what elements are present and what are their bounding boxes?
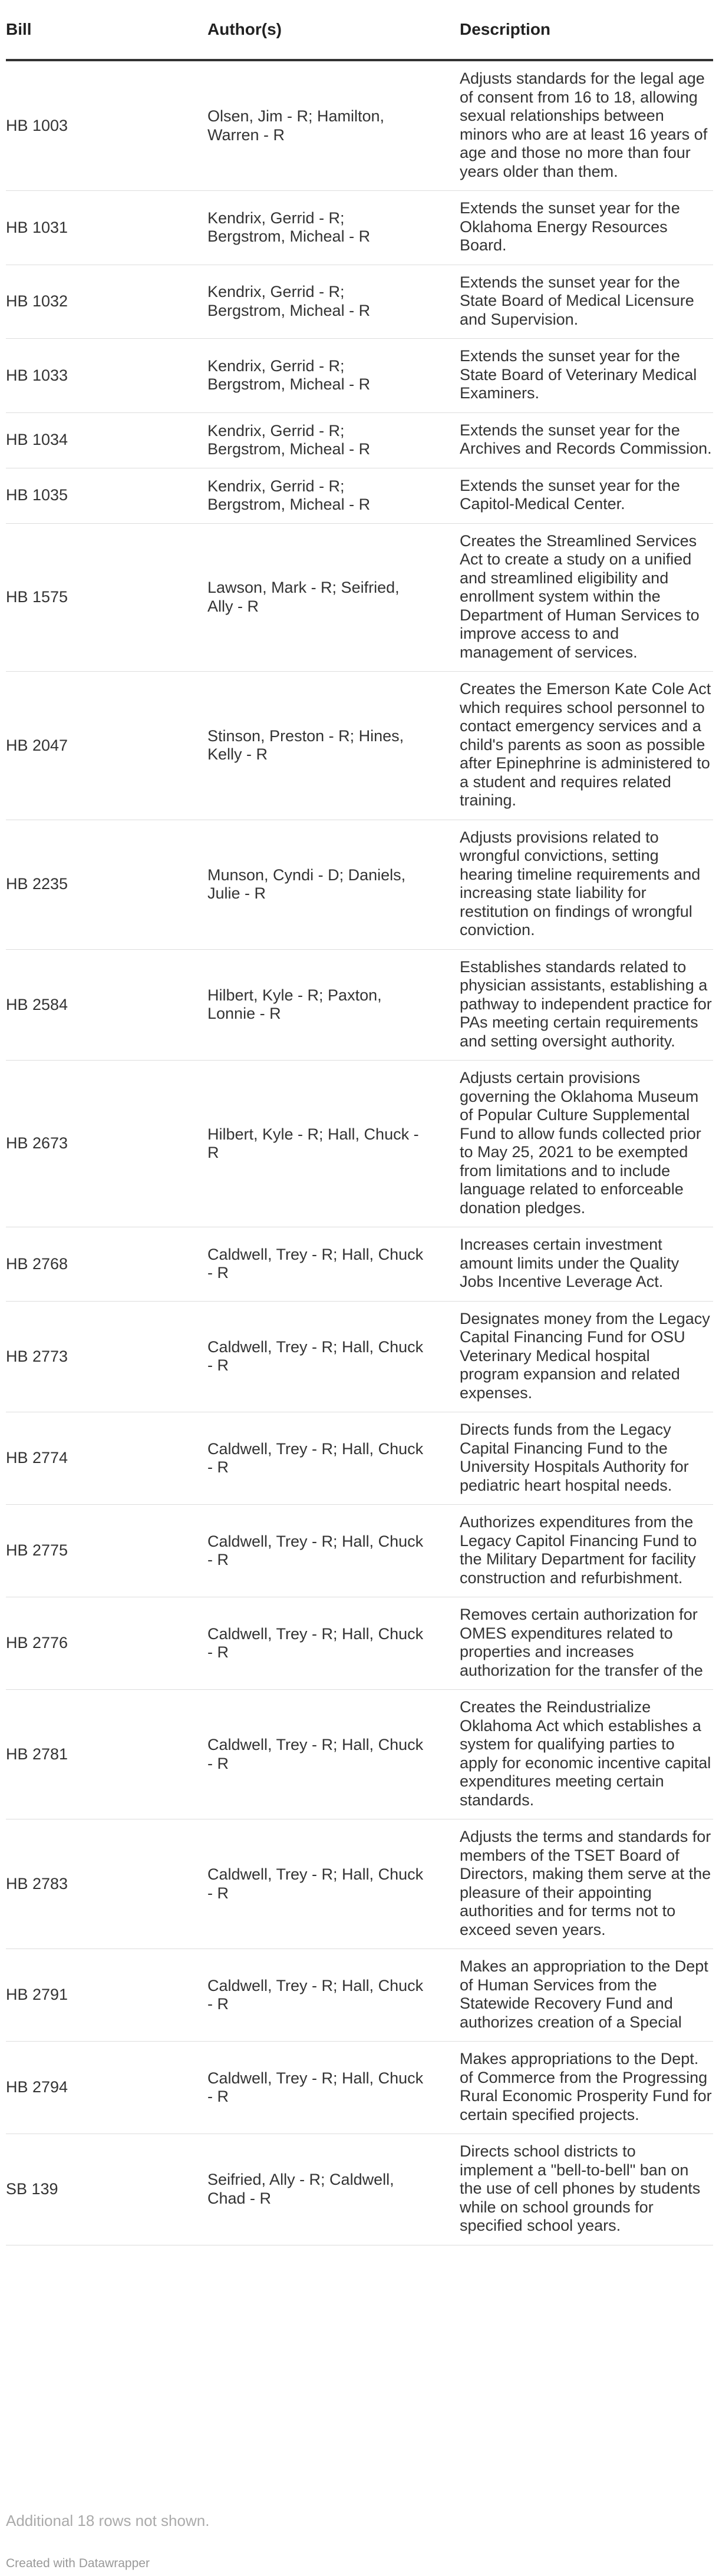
description-cell: Extends the sunset year for the State Board of Medical Licensure and Supervision. [460, 265, 713, 339]
description-cell: Adjusts certain provisions governing the Oklahoma Museum of Popular Culture Supplemental Fund to allow funds collected prior to May 25, 2021 to be exempted from limitations and to include language related to enforceable donation pledges. [460, 1061, 713, 1227]
bills-table-container [6, 0, 713, 2245]
bill-cell: HB 2781 [6, 1690, 207, 1819]
description-cell: Adjusts the terms and standards for members of the TSET Board of Directors, making them serve at the pleasure of their appointing authorities and for terms not to exceed seven years. [460, 1819, 713, 1949]
header-description[interactable]: Description [460, 0, 713, 60]
description-cell: Creates the Streamlined Services Act to create a study on a unified and streamlined eligibility and enrollment system within the Department of Human Services to improve access to and management of services. [460, 523, 713, 672]
table-row [6, 468, 713, 523]
bill-cell: HB 2773 [6, 1301, 207, 1412]
bill-cell: HB 2584 [6, 949, 207, 1061]
authors-cell: Hilbert, Kyle - R; Paxton, Lonnie - R [207, 949, 460, 1061]
authors-cell: Caldwell, Trey - R; Hall, Chuck - R [207, 1819, 460, 1949]
header-row [6, 0, 713, 60]
description-cell: Removes certain authorization for OMES expenditures related to properties and increases authorization for the transfer of the [460, 1597, 713, 1690]
authors-cell: Kendrix, Gerrid - R; Bergstrom, Micheal - R [207, 339, 460, 413]
authors-cell: Seifried, Ally - R; Caldwell, Chad - R [207, 2134, 460, 2245]
table-row [6, 1227, 713, 1302]
authors-cell: Caldwell, Trey - R; Hall, Chuck - R [207, 2042, 460, 2134]
bills-table [6, 0, 713, 2245]
bill-cell: HB 1033 [6, 339, 207, 413]
authors-cell: Munson, Cyndi - D; Daniels, Julie - R [207, 820, 460, 949]
authors-cell: Caldwell, Trey - R; Hall, Chuck - R [207, 1690, 460, 1819]
bill-cell: HB 2776 [6, 1597, 207, 1690]
description-cell: Extends the sunset year for the Archives and Records Commission. [460, 412, 713, 468]
table-row [6, 1061, 713, 1227]
table-row [6, 60, 713, 191]
authors-cell: Kendrix, Gerrid - R; Bergstrom, Micheal - R [207, 412, 460, 468]
table-row [6, 2134, 713, 2245]
table-row [6, 191, 713, 265]
table-row [6, 1412, 713, 1505]
description-cell: Directs funds from the Legacy Capital Financing Fund to the University Hospitals Authority for pediatric heart hospital needs. [460, 1412, 713, 1505]
authors-cell: Kendrix, Gerrid - R; Bergstrom, Micheal - R [207, 468, 460, 523]
authors-cell: Caldwell, Trey - R; Hall, Chuck - R [207, 1227, 460, 1302]
bill-cell: HB 1003 [6, 60, 207, 191]
bill-cell: HB 2794 [6, 2042, 207, 2134]
table-row [6, 1301, 713, 1412]
table-row [6, 820, 713, 949]
authors-cell: Lawson, Mark - R; Seifried, Ally - R [207, 523, 460, 672]
bill-cell: HB 2774 [6, 1412, 207, 1505]
bill-cell: HB 1032 [6, 265, 207, 339]
description-cell: Extends the sunset year for the Oklahoma Energy Resources Board. [460, 191, 713, 265]
header-authors[interactable]: Author(s) [207, 0, 460, 60]
description-cell: Directs school districts to implement a "bell-to-bell" ban on the use of cell phones by students while on school grounds for specified school years. [460, 2134, 713, 2245]
authors-cell: Caldwell, Trey - R; Hall, Chuck - R [207, 1949, 460, 2042]
authors-cell: Olsen, Jim - R; Hamilton, Warren - R [207, 60, 460, 191]
description-cell: Adjusts provisions related to wrongful convictions, setting hearing timeline requirements and increasing state liability for restitution on findings of wrongful conviction. [460, 820, 713, 949]
authors-cell: Caldwell, Trey - R; Hall, Chuck - R [207, 1412, 460, 1505]
table-row [6, 1505, 713, 1597]
authors-cell: Kendrix, Gerrid - R; Bergstrom, Micheal - R [207, 191, 460, 265]
authors-cell: Kendrix, Gerrid - R; Bergstrom, Micheal - R [207, 265, 460, 339]
description-cell: Extends the sunset year for the Capitol-Medical Center. [460, 468, 713, 523]
table-row [6, 672, 713, 820]
bill-cell: SB 139 [6, 2134, 207, 2245]
bill-cell: HB 2235 [6, 820, 207, 949]
description-cell: Extends the sunset year for the State Board of Veterinary Medical Examiners. [460, 339, 713, 413]
datawrapper-credit[interactable]: Created with Datawrapper [6, 2557, 150, 2570]
table-row [6, 1949, 713, 2042]
bill-cell: HB 2768 [6, 1227, 207, 1302]
table-row [6, 339, 713, 413]
description-cell: Increases certain investment amount limits under the Quality Jobs Incentive Leverage Act. [460, 1227, 713, 1302]
description-cell: Designates money from the Legacy Capital Financing Fund for OSU Veterinary Medical hospital program expansion and related expenses. [460, 1301, 713, 1412]
table-row [6, 412, 713, 468]
bill-cell: HB 2673 [6, 1061, 207, 1227]
description-cell: Creates the Emerson Kate Cole Act which requires school personnel to contact emergency services and a child's parents as soon as possible after Epinephrine is administered to a student and requires related training. [460, 672, 713, 820]
bill-cell: HB 1034 [6, 412, 207, 468]
bill-cell: HB 2775 [6, 1505, 207, 1597]
authors-cell: Stinson, Preston - R; Hines, Kelly - R [207, 672, 460, 820]
table-row [6, 1819, 713, 1949]
authors-cell: Caldwell, Trey - R; Hall, Chuck - R [207, 1597, 460, 1690]
table-row [6, 265, 713, 339]
table-row [6, 949, 713, 1061]
description-cell: Makes appropriations to the Dept. of Commerce from the Progressing Rural Economic Prosperity Fund for certain specified projects. [460, 2042, 713, 2134]
bill-cell: HB 2791 [6, 1949, 207, 2042]
bill-cell: HB 1035 [6, 468, 207, 523]
bill-cell: HB 2783 [6, 1819, 207, 1949]
bill-cell: HB 1575 [6, 523, 207, 672]
description-cell: Adjusts standards for the legal age of consent from 16 to 18, allowing sexual relationships between minors who are at least 16 years of age and those no more than four years older than them. [460, 60, 713, 191]
header-bill[interactable]: Bill [6, 0, 207, 60]
authors-cell: Hilbert, Kyle - R; Hall, Chuck - R [207, 1061, 460, 1227]
table-body [6, 60, 713, 2245]
rows-not-shown-note: Additional 18 rows not shown. [6, 2512, 210, 2529]
table-header [6, 0, 713, 60]
bill-cell: HB 1031 [6, 191, 207, 265]
table-row [6, 523, 713, 672]
table-row [6, 2042, 713, 2134]
description-cell: Creates the Reindustrialize Oklahoma Act which establishes a system for qualifying parties to apply for economic incentive capital expenditures meeting certain standards. [460, 1690, 713, 1819]
table-row [6, 1597, 713, 1690]
authors-cell: Caldwell, Trey - R; Hall, Chuck - R [207, 1301, 460, 1412]
bill-cell: HB 2047 [6, 672, 207, 820]
table-row [6, 1690, 713, 1819]
description-cell: Authorizes expenditures from the Legacy Capitol Financing Fund to the Military Department for facility construction and refurbishment. [460, 1505, 713, 1597]
description-cell: Makes an appropriation to the Dept of Human Services from the Statewide Recovery Fund and authorizes creation of a Special [460, 1949, 713, 2042]
description-cell: Establishes standards related to physician assistants, establishing a pathway to independent practice for PAs meeting certain requirements and setting oversight authority. [460, 949, 713, 1061]
authors-cell: Caldwell, Trey - R; Hall, Chuck - R [207, 1505, 460, 1597]
